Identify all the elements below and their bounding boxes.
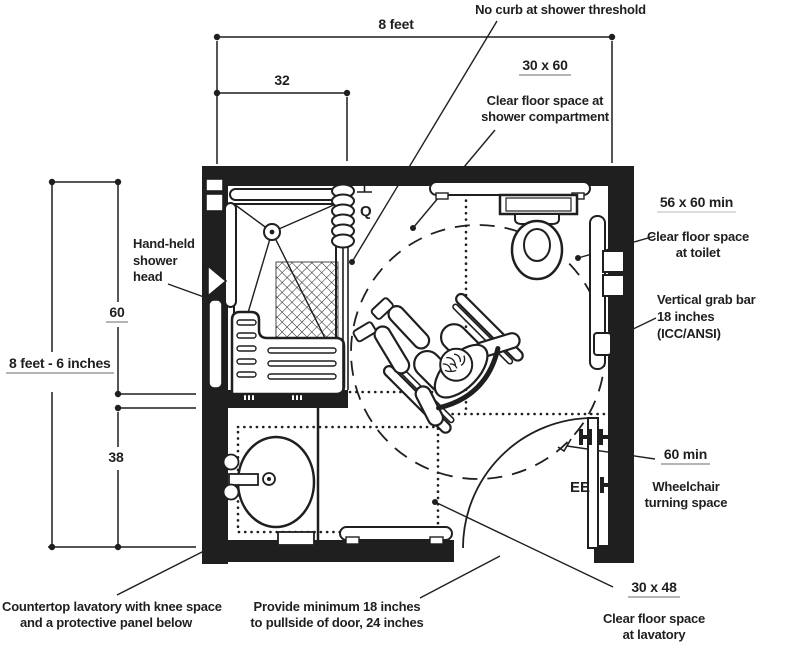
label-line: Clear floor space at <box>486 93 604 108</box>
label-line: to pullside of door, 24 inches <box>250 615 424 630</box>
shower-folding-seat <box>276 262 338 344</box>
label-line: at lavatory <box>622 627 686 642</box>
door <box>463 418 613 548</box>
label-lav-cfs <box>594 611 714 643</box>
wheelchair-user <box>343 248 533 438</box>
label-line: turning space <box>644 495 728 510</box>
dim-top-width: 8 feet <box>378 16 414 32</box>
lavatory <box>224 408 453 545</box>
label-toilet-cfs-size: 56 x 60 min <box>634 194 759 213</box>
dim-room-height: 8 feet - 6 inches <box>6 355 106 374</box>
label-line: Countertop lavatory with knee space <box>2 599 222 614</box>
dim-shower-width: 32 <box>274 72 290 88</box>
label-turning-size: 60 min <box>648 446 723 465</box>
label-line: head <box>133 269 163 284</box>
label-lav-cfs-size: 30 x 48 <box>602 579 706 598</box>
label-line: Provide minimum 18 inches <box>253 599 421 614</box>
label-line: Hand-held <box>133 236 195 251</box>
dim-shower-depth: 60 <box>95 304 139 323</box>
label-hand-shower <box>133 236 205 286</box>
label-line: at toilet <box>675 245 721 260</box>
label-shower-cfs <box>463 93 627 125</box>
label-turning-space <box>626 479 746 511</box>
label-no-curb: No curb at shower threshold <box>475 2 646 17</box>
label-shower-cfs-size: 30 x 60 <box>493 57 597 76</box>
foot-left <box>352 321 376 342</box>
label-line: shower compartment <box>481 109 609 124</box>
wall-right-foot <box>594 545 634 563</box>
label-line: Wheelchair <box>652 479 720 494</box>
label-line: shower <box>133 252 178 268</box>
faucet-handle <box>224 485 239 500</box>
shower-curtain <box>332 185 354 248</box>
wall-bottom <box>202 540 454 562</box>
label-vertical-grab-bar <box>657 291 767 342</box>
faucet <box>229 474 258 485</box>
shower-stall <box>206 179 372 394</box>
wall-register <box>278 532 314 545</box>
label-door-clearance <box>237 599 437 631</box>
label-line: Clear floor space <box>646 229 750 244</box>
shower-grab-bar-left <box>225 203 236 307</box>
shower-slide-bar <box>209 300 222 388</box>
marker-ee: EE <box>570 479 591 496</box>
faucet-handle <box>224 455 239 470</box>
label-line: 18 inches <box>657 309 715 324</box>
label-line: Vertical grab bar <box>657 292 756 307</box>
marker-q: Q <box>360 203 372 220</box>
dim-lavatory-depth: 38 <box>108 449 124 465</box>
label-toilet-cfs <box>637 229 759 261</box>
label-line: Clear floor space <box>602 611 706 626</box>
label-line: and a protective panel below <box>19 615 193 630</box>
label-countertop <box>2 599 222 631</box>
label-line: (ICC/ANSI) <box>657 326 721 341</box>
shower-grab-bar-top <box>230 189 336 200</box>
toilet-grab-bar-rear <box>430 182 590 195</box>
